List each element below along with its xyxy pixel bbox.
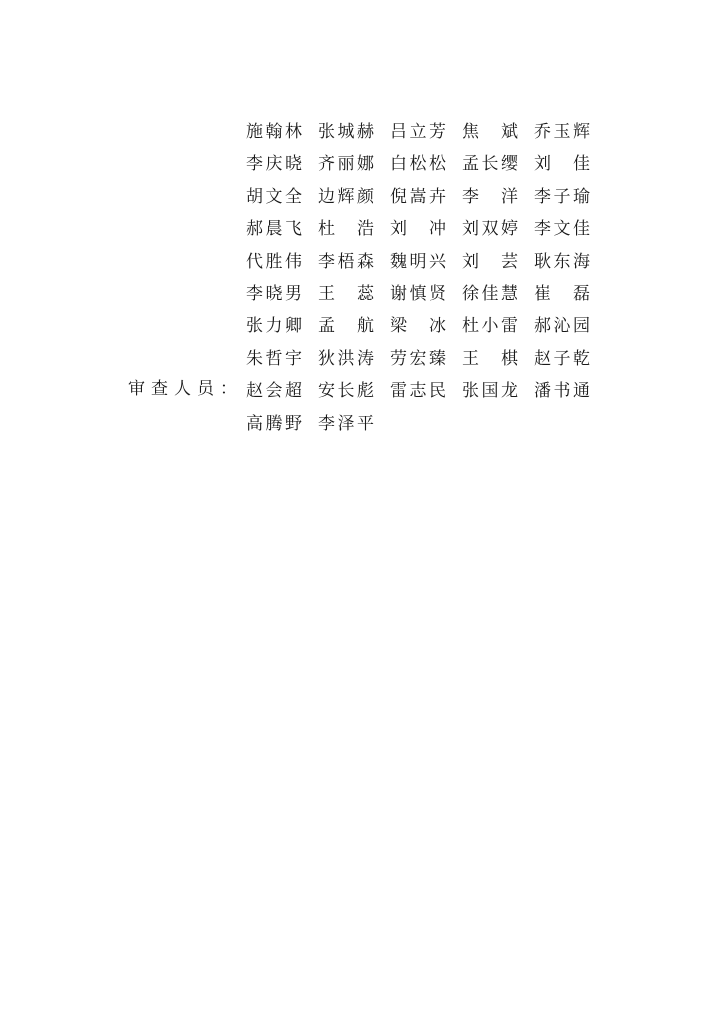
person-name: 赵子乾: [534, 348, 590, 369]
person-name: 潘书通: [534, 381, 590, 402]
name-row: [246, 116, 606, 148]
person-name: 耿东海: [534, 251, 590, 272]
person-name: 谢慎贤: [390, 283, 446, 304]
person-name: 吕立芳: [390, 122, 446, 142]
person-name: 刘 佳: [534, 154, 590, 175]
person-name: 李 洋: [462, 186, 518, 207]
person-name: 焦 斌: [462, 122, 518, 142]
name-row: [246, 343, 606, 375]
person-name: 刘 冲: [390, 219, 446, 240]
person-name: 赵会超: [246, 381, 302, 402]
person-name: 倪嵩卉: [390, 186, 446, 207]
person-name: 王 蕊: [318, 283, 374, 304]
name-row: [246, 246, 606, 278]
person-name: 孟 航: [318, 316, 374, 337]
person-name: 徐佳慧: [462, 283, 518, 304]
person-name: 刘双婷: [462, 219, 518, 240]
person-name: 王 棋: [462, 348, 518, 369]
reviewers-label: 审查人员：: [128, 379, 243, 400]
person-name: 杜 浩: [318, 219, 374, 240]
person-name: 齐丽娜: [318, 154, 374, 175]
person-name: 张力卿: [246, 316, 302, 337]
person-name: 狄洪涛: [318, 348, 374, 369]
person-name: 孟长缨: [462, 154, 518, 175]
person-name: 魏明兴: [390, 251, 446, 272]
person-name: 刘 芸: [462, 251, 518, 272]
name-list: [246, 116, 606, 440]
person-name: 李子瑜: [534, 186, 590, 207]
person-name: 梁 冰: [390, 316, 446, 337]
person-name: 郝晨飞: [246, 219, 302, 240]
person-name: 郝沁园: [534, 316, 590, 337]
name-row: [246, 310, 606, 342]
person-name: 劳宏臻: [390, 348, 446, 369]
person-name: 李晓男: [246, 283, 302, 304]
person-name: 张国龙: [462, 381, 518, 402]
person-name: 杜小雷: [462, 316, 518, 337]
person-name: 朱哲宇: [246, 348, 302, 369]
person-name: 雷志民: [390, 381, 446, 402]
name-row: [246, 278, 606, 310]
person-name: 白松松: [390, 154, 446, 175]
person-name: 李文佳: [534, 219, 590, 240]
person-name: 高腾野: [246, 413, 302, 434]
person-name: 张城赫: [318, 122, 374, 142]
person-name: 施翰林: [246, 122, 302, 142]
name-row: [246, 213, 606, 245]
person-name: 胡文全: [246, 186, 302, 207]
person-name: 李泽平: [318, 413, 374, 434]
person-name: 李庆晓: [246, 154, 302, 175]
person-name: 边辉颜: [318, 186, 374, 207]
person-name: 乔玉辉: [534, 122, 590, 142]
name-row: [246, 408, 606, 440]
name-row: [246, 181, 606, 213]
person-name: 代胜伟: [246, 251, 302, 272]
name-row: [246, 375, 606, 407]
name-row: [246, 148, 606, 180]
person-name: 崔 磊: [534, 283, 590, 304]
person-name: 李梧森: [318, 251, 374, 272]
person-name: 安长彪: [318, 381, 374, 402]
